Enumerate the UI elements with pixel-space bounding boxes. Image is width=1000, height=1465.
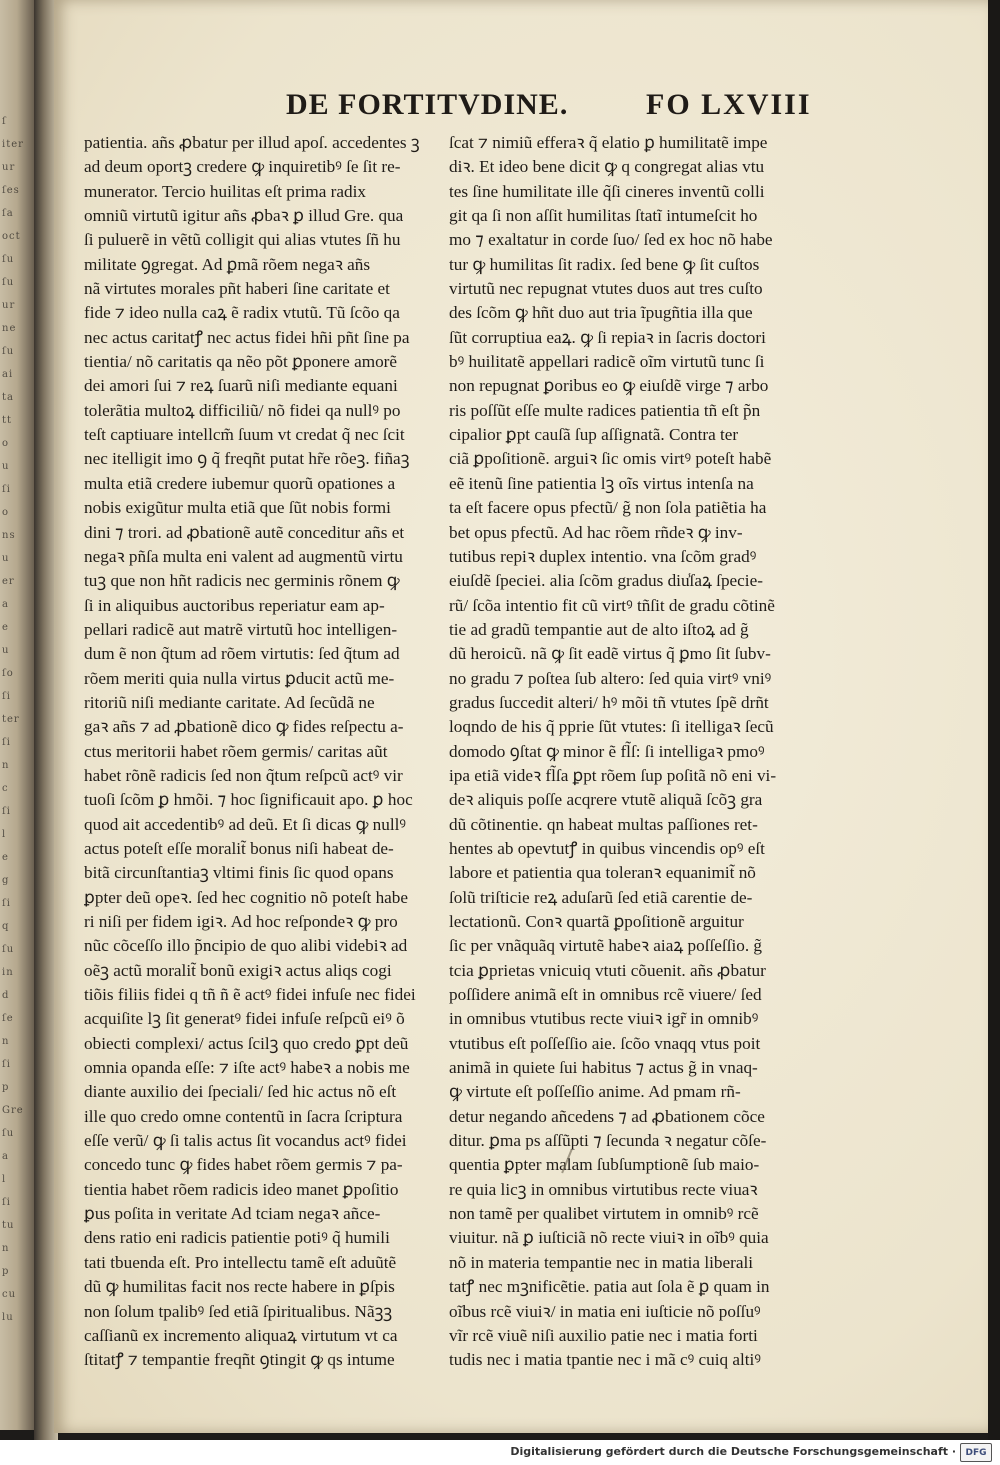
bleed-fragment: ſu [2, 346, 15, 357]
bleed-fragment: u [2, 461, 10, 472]
text-line: tientia habet rõem radicis ideo manet ꝑpoſitio [84, 1179, 399, 1199]
bleed-fragment: ſu [2, 277, 15, 288]
text-line: nec actus caritatꝭ nec actus fidei hñi pñt ſine pa [84, 327, 410, 347]
text-line: tur ꝙ humilitas ſit radix. ſed bene ꝙ ſit cuſtos [449, 254, 760, 274]
text-line: ꝑus poſita in veritate Ad tciam negaꝛ añce- [84, 1204, 381, 1224]
bleed-fragment: p [2, 1266, 10, 1277]
text-line: tati tbuenda eſt. Pro intellectu tamẽ eſt aduũtẽ [84, 1252, 397, 1272]
text-line: ſolũ triſticie reꝝ aduſarũ ſed etiã carentie de- [449, 887, 753, 907]
bleed-fragment: p [2, 1082, 10, 1093]
bleed-fragment: tu [2, 1220, 15, 1231]
bleed-fragment: iter [2, 139, 24, 150]
footer-bar [0, 1440, 1000, 1465]
text-line: non tamẽ per qualibet virtutem in omnibꝰ rcẽ [449, 1204, 759, 1224]
folio-number: FO LXVIII [646, 88, 812, 121]
text-line: obiecti complexi/ actus ſcilꝫ quo credo ꝑpt deũ [84, 1033, 409, 1053]
text-line: non ſolum tpalibꝰ ſed etiã ſpiritualibus. Nãꝫꝫ [84, 1301, 393, 1321]
running-head: DE FORTITVDINE. [286, 88, 569, 121]
text-line: virtutũ nec repugnat vtutes duos aut tres cuſto [449, 279, 763, 299]
text-line: nõ in materia tempantie nec in matia liberali [449, 1252, 754, 1272]
bleed-fragment: Gre [2, 1105, 24, 1116]
text-line: dum ẽ non q̃tum ad rõem virtutis: ſed q̃tum ad [84, 644, 400, 664]
text-line: diꝛ. Et ideo bene dicit ꝙ q congregat alias vtu [449, 157, 765, 177]
text-column-right [449, 131, 807, 1373]
bleed-fragment: ſi [2, 737, 11, 748]
bleed-fragment: ſ [2, 116, 7, 127]
text-line: ris poſſũt eſſe multe radices patientia tñ eſt p̃n [449, 400, 761, 420]
text-line: nũc cõceſſo illo p̃ncipio de quo alibi videbiꝛ ad [84, 936, 408, 956]
bleed-fragment: ne [2, 323, 17, 334]
text-line: tudis nec i matia tpantie nec i mã cꝰ cuiq altiꝰ [449, 1350, 761, 1370]
text-line: bꝰ huilitatẽ appellari radicẽ oĩm virtutũ tunc ſi [449, 352, 765, 372]
text-line: multa etiã credere iubemur quorũ opationes a [84, 473, 396, 493]
previous-page-edge [0, 0, 34, 1430]
funding-credit: Digitalisierung gefördert durch die Deutsche Forschungsgemeinschaft · [510, 1445, 956, 1458]
text-line: patientia. añs ꝓbatur per illud apoſ. accedentes ꝫ [84, 133, 420, 152]
text-line: hentes ab opevtutꝭ in quibus vincendis opꝰ eſt [449, 838, 765, 858]
bleed-fragment: u [2, 645, 10, 656]
text-line: dens ratio eni radicis patientie potiꝰ q̃ humili [84, 1228, 390, 1248]
text-line: ſũt corruptiua eaꝝ. ꝙ ſi repiaꝛ in ſacris doctori [449, 327, 766, 347]
text-line: non repugnat ꝑoribus eo ꝙ eiuſdẽ virge ⁊ arbo [449, 376, 769, 396]
bleed-fragment: l [2, 829, 7, 840]
text-line: dũ ꝙ humilitas facit nos recte habere in ꝑſpis [84, 1277, 395, 1297]
text-line: ri niſi per fidem igiꝛ. Ad hoc reſpondeꝛ ꝙ pro [84, 912, 398, 931]
text-line: omnia opanda eſſe: ⁊ iſte actꝰ habeꝛ a nobis me [84, 1058, 410, 1078]
text-line: domodo ꝯſtat ꝙ minor ẽ fl̃ſ: ſi intelligaꝛ pmoꝰ [449, 741, 765, 761]
text-line: oĩbus rcẽ viuiꝛ/ in matia eni iuſticie nõ poſſuꝰ [449, 1301, 761, 1321]
text-line: deꝛ aliquis poſſe acqrere vtutẽ aliquã ſcõꝫ gra [449, 790, 763, 810]
text-line: rõem meriti quia nulla virtus ꝑducit actũ me- [84, 668, 395, 688]
bleed-fragment: ai [2, 369, 14, 380]
text-line: dũ heroicũ. nã ꝙ ſit eadẽ virtus q̃ ꝑmo ſit ſubv- [449, 644, 771, 664]
text-line: ta eſt facere opus pfectũ/ g̃ non ſola patiẽtia ha [449, 498, 767, 518]
text-line: ille quo credo omne contentũ in ſacra ſcriptura [84, 1106, 403, 1126]
text-line: acquiſite lꝫ ſit generatꝰ fidei infuſe reſpcũ eiꝰ õ [84, 1009, 405, 1029]
text-line: tuꝫ que non hñt radicis nec germinis rõnem ꝙ [84, 571, 400, 591]
text-line: nobis exigũtur multa etiã que ſũt nobis formi [84, 498, 391, 518]
bleed-fragment: ſi [2, 1197, 11, 1208]
text-line: ſi in aliquibus auctoribus reperiatur eam ap- [84, 595, 385, 615]
text-line: dũ cõtinentie. qn habeat multas paſſiones ret- [449, 814, 758, 834]
text-line: oẽꝫ actũ moralit̃ bonũ exigiꝛ actus aliqs cogi [84, 960, 392, 980]
bleed-fragment: ta [2, 392, 14, 403]
bleed-fragment: cu [2, 1289, 17, 1300]
text-line: mo ⁊ exaltatur in corde ſuo/ ſed ex hoc nõ habe [449, 230, 773, 250]
dfg-logo: DFG [960, 1443, 992, 1462]
bleed-fragment: ur [2, 162, 16, 173]
text-line: ꝙ virtute eſt poſſeſſio anime. Ad pmam rñ- [449, 1082, 741, 1102]
text-line: nec itelligit imo ꝯ q̃ freqñt putat hr̃e rõeꝫ. fiñaꝫ [84, 449, 410, 469]
text-line: ritoriũ niſi mediante caritate. Ad ſecũdã ne [84, 692, 375, 712]
text-line: diante auxilio dei ſpeciali/ ſed hic actus nõ eſt [84, 1082, 397, 1102]
text-line: ctus meritorii habet rõem germis/ caritas aũt [84, 741, 388, 761]
bleed-fragment: ſes [2, 185, 20, 196]
bleed-fragment: ſe [2, 1013, 14, 1024]
text-line: tolerãtia multoꝝ difficiliũ/ nõ fidei qa nullꝰ po [84, 400, 401, 420]
bleed-fragment: ſi [2, 1059, 11, 1070]
text-line: dini ⁊ trori. ad ꝓbationẽ autẽ conceditur añs et [84, 522, 405, 542]
text-line: git qa ſi non aſſit humilitas ſtatĩ intumeſcit ho [449, 206, 758, 226]
text-line: tuoſi ſcõm ꝑ hmõi. ⁊ hoc ſignificauit apo. ꝑ hoc [84, 790, 413, 810]
text-line: militate ꝯgregat. Ad ꝑmã rõem negaꝛ añs [84, 254, 371, 274]
text-line: ꝑpter deũ opeꝛ. ſed hec cognitio nõ poteſt habe [84, 887, 409, 907]
text-line: bet opus pfectũ. Ad hac rõem rñdeꝛ ꝙ inv- [449, 522, 743, 542]
bleed-fragment: e [2, 622, 9, 633]
text-line: animã in quiete ſui habitus ⁊ actus g̃ in vnaq- [449, 1058, 758, 1078]
text-line: tcia ꝑprietas vnicuiq vtuti cõuenit. añs ꝓbatur [449, 960, 766, 980]
bleed-fragment: q [2, 921, 10, 932]
bleed-fragment: ter [2, 714, 20, 725]
bleed-fragment: n [2, 1036, 10, 1047]
text-line: quentia ꝑpter malam ſubſumptionẽ ſub maio- [449, 1155, 760, 1175]
text-line: ſcat ⁊ nimiũ efferaꝛ q̃ elatio ꝑ humilitatẽ impe [449, 133, 768, 152]
text-line: tatꝭ nec mꝫnificẽtie. patia aut ſola ẽ ꝑ quam in [449, 1277, 770, 1297]
bleed-fragment: ſa [2, 208, 14, 219]
bleed-fragment: ſu [2, 1128, 15, 1139]
text-line: ad deum oportꝫ credere ꝙ inquiretibꝰ ſe ſit re- [84, 157, 401, 177]
text-line: negaꝛ pñſa multa eni valent ad augmentũ virtu [84, 546, 403, 566]
text-line: in omnibus vtutibus recte viuiꝛ igr̃ in omnibꝰ [449, 1009, 759, 1029]
bleed-fragment: in [2, 967, 14, 978]
bleed-fragment: l [2, 1174, 7, 1185]
text-line: lectationũ. Conꝛ quartã ꝑpoſitionẽ arguitur [449, 912, 744, 931]
text-line: viuitur. nã ꝑ iuſticiã nõ recte viuiꝛ in oĩbꝰ quia [449, 1228, 769, 1248]
text-line: habet rõnẽ radicis ſed non q̃tum reſpcũ actꝰ vir [84, 765, 403, 785]
bleed-fragment: c [2, 783, 9, 794]
text-line: ſi puluerẽ in vẽtũ colligit qui alias vtutes ſñ hu [84, 230, 401, 250]
text-line: poſſidere animã eſt in omnibus rcẽ viuere/ ſed [449, 985, 762, 1005]
bleed-fragment: ſi [2, 806, 11, 817]
text-line: vĩr rcẽ viuẽ niſi auxilio patie nec i matia forti [449, 1325, 758, 1345]
text-line: ciã ꝑpoſitionẽ. arguiꝛ ſic omis virtꝰ poteſt habẽ [449, 449, 772, 469]
bleed-fragment: er [2, 576, 15, 587]
text-line: dei amori ſui ⁊ reꝝ ſuarũ niſi mediante equani [84, 376, 398, 396]
bleed-fragment: ſi [2, 691, 11, 702]
bleed-fragment: ſu [2, 944, 15, 955]
text-line: eiuſdẽ ſpeciei. alia ſcõm gradus diu̾ſaꝝ ſpecie- [449, 571, 763, 591]
text-line: pellari radicẽ aut matrẽ virtutũ hoc intelligen- [84, 619, 398, 639]
bleed-fragment: ſi [2, 898, 11, 909]
bleed-fragment: g [2, 875, 10, 886]
bleed-fragment: n [2, 760, 10, 771]
bleed-fragment: ſu [2, 254, 15, 265]
bleed-fragment: o [2, 507, 10, 518]
text-line: ſic per vnãquãq virtutẽ habeꝛ aiaꝝ poſſeſſio. g̃ [449, 936, 763, 956]
text-line: eſſe verũ/ ꝙ ſi talis actus ſit vocandus actꝰ fidei [84, 1131, 407, 1151]
text-line: ipa etiã videꝛ fl̃ſa ꝑpt rõem ſup poſitã nõ eni vi- [449, 765, 777, 785]
bleed-fragment: oct [2, 231, 21, 242]
text-line: caſſianũ ex incremento aliquaꝝ virtutum vt ca [84, 1325, 398, 1345]
text-line: teſt captiuare intellcm̃ ſuum vt credat q̃ nec ſcit [84, 425, 405, 445]
bleed-fragment: tt [2, 415, 13, 426]
text-line: omniũ virtutũ igitur añs ꝓbaꝛ ꝑ illud Gre. qua [84, 206, 404, 226]
bleed-fragment: n [2, 1243, 10, 1254]
text-line: no gradu ⁊ poſtea ſub altero: ſed quia virtꝰ vniꝰ [449, 668, 772, 688]
text-line: detur negando añcedens ⁊ ad ꝓbationem cõce [449, 1106, 765, 1126]
bleed-fragment: ſo [2, 668, 14, 679]
text-line: loqndo de his q̃ pprie ſũt vtutes: ſi itelligaꝛ ſecũ [449, 717, 774, 737]
text-column-left [84, 131, 442, 1373]
text-line: bitã circunſtantiaꝫ vltimi finis ſic quod opans [84, 863, 394, 883]
text-line: actus poteſt eſſe moralit̃ bonus niſi habeat de- [84, 838, 394, 858]
text-line: vtutibus eſt poſſeſſio aie. ſcõo vnaqq vtus poit [449, 1033, 761, 1053]
bleed-fragment: ſi [2, 484, 11, 495]
text-line: eẽ itenũ ſine patientia lꝫ oĩs virtus intenſa na [449, 473, 754, 493]
bleed-fragment: u [2, 553, 10, 564]
bleed-fragment: a [2, 1151, 9, 1162]
bleed-fragment: o [2, 438, 10, 449]
bleed-fragment: d [2, 990, 10, 1001]
text-line: nã virtutes morales pñt haberi ſine caritate et [84, 279, 390, 299]
page-edge-shadow [988, 0, 1000, 1440]
text-line: tiõis filiis fidei q tñ ñ ẽ actꝰ fidei infuſe nec fidei [84, 985, 416, 1005]
bleed-fragment: lu [2, 1312, 14, 1323]
text-line: cipalior ꝑpt cauſã ſup aſſignatã. Contra ter [449, 425, 739, 445]
text-line: quod ait accedentibꝰ ad deũ. Et ſi dicas ꝙ nullꝰ [84, 814, 406, 834]
bleed-fragment: a [2, 599, 9, 610]
text-line: gradus ſuccedit alteri/ hꝰ mõi tñ vtutes ſpẽ drñt [449, 692, 769, 712]
text-line: des ſcõm ꝙ hñt duo aut tria ĩpugñtia illa que [449, 303, 753, 323]
text-line: rũ/ ſcõa intentio fit cũ virtꝰ tñſit de gradu cõtinẽ [449, 595, 775, 615]
text-line: re quia licꝫ in omnibus virtutibus recte viuaꝛ [449, 1179, 758, 1199]
text-line: tutibus repiꝛ duplex intentio. vna ſcõm gradꝰ [449, 546, 757, 566]
previous-page-text [2, 110, 28, 1329]
bleed-fragment: e [2, 852, 9, 863]
text-line: ſtitatꝭ ⁊ tempantie freqñt ꝯtingit ꝙ qs intume [84, 1350, 395, 1370]
text-line: gaꝛ añs ⁊ ad ꝓbationẽ dico ꝙ fides reſpectu a- [84, 717, 404, 737]
text-line: fide ⁊ ideo nulla caꝝ ẽ radix vtutũ. Tũ ſcõo qa [84, 303, 400, 323]
text-line: munerator. Tercio huilitas eſt prima radix [84, 181, 366, 201]
bleed-fragment: ns [2, 530, 16, 541]
bleed-fragment: ur [2, 300, 16, 311]
text-line: labore et patientia qua toleranꝛ equanimit̃ nõ [449, 863, 756, 883]
text-line: concedo tunc ꝙ fides habet rõem germis ⁊ pa- [84, 1155, 403, 1175]
text-line: tes ſine humilitate ille q̃ſi cineres inventũ colli [449, 181, 765, 201]
text-line: tie ad gradũ tempantie aut de alto iſtoꝝ ad g̃ [449, 619, 749, 639]
text-line: ditur. ꝑma ps aſſũpti ⁊ ſecunda ꝛ negatur cõſe- [449, 1131, 767, 1151]
text-line: tientia/ nõ caritatis qa nẽo põt ꝑponere amorẽ [84, 352, 398, 372]
